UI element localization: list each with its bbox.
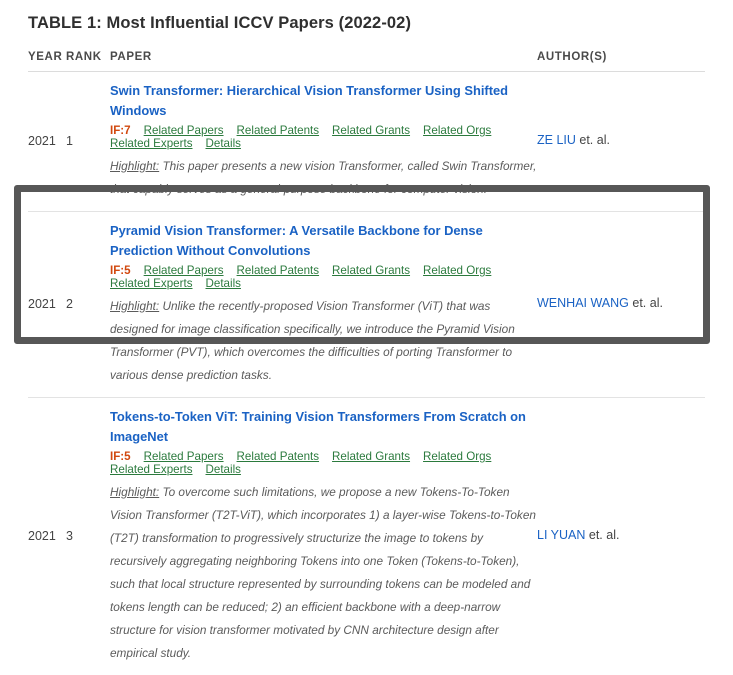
details-link[interactable]: Details: [206, 137, 241, 150]
paper-title-link[interactable]: Tokens-to-Token ViT: Training Vision Transformers From Scratch on ImageNet: [110, 407, 537, 447]
table-row: [28, 212, 705, 398]
author-suffix: et. al.: [629, 296, 663, 310]
row-rank: 3: [66, 398, 110, 675]
paper-highlight: [110, 295, 537, 387]
highlight-text: To overcome such limitations, we propose a new Tokens-To-Token Vision Transformer (T2T-ViT), which incorporates 1) a layer-wise Tokens-to-Token (T2T) transformation to progressively structurize the image to tokens by recursively aggregating neighboring Tokens into one Token (Tokens-to-Token), such that local structure represented by surrounding tokens can be modeled and tokens length can be reduced; 2) an efficient backbone with a deep-narrow structure for vision transformer motivated by CNN architecture design after empirical study.: [110, 485, 536, 660]
related-orgs-link[interactable]: Related Orgs: [423, 264, 491, 277]
related-experts-link[interactable]: Related Experts: [110, 463, 193, 476]
highlight-label: Highlight:: [110, 485, 159, 499]
paper-highlight: [110, 155, 537, 201]
row-rank: 2: [66, 212, 110, 398]
row-paper-cell: [110, 398, 537, 675]
row-author-cell: [537, 398, 705, 675]
row-year: 2021: [28, 72, 66, 212]
related-orgs-link[interactable]: Related Orgs: [423, 124, 491, 137]
row-year: 2021: [28, 398, 66, 675]
author-link[interactable]: WENHAI WANG: [537, 296, 629, 310]
details-link[interactable]: Details: [206, 277, 241, 290]
row-paper-cell: [110, 212, 537, 398]
paper-highlight: [110, 481, 537, 665]
table-header-row: [28, 51, 705, 72]
column-header-paper: PAPER: [110, 51, 537, 72]
influence-badge: IF:5: [110, 450, 131, 463]
column-header-author: AUTHOR(S): [537, 51, 705, 72]
related-papers-link[interactable]: Related Papers: [144, 450, 224, 463]
row-author-cell: [537, 212, 705, 398]
table-body: [28, 72, 705, 675]
paper-links-row: [110, 124, 537, 150]
related-patents-link[interactable]: Related Patents: [237, 450, 320, 463]
related-papers-link[interactable]: Related Papers: [144, 264, 224, 277]
related-experts-link[interactable]: Related Experts: [110, 137, 193, 150]
row-rank: 1: [66, 72, 110, 212]
highlight-label: Highlight:: [110, 299, 159, 313]
table-row: [28, 398, 705, 675]
column-header-year: YEAR: [28, 51, 66, 72]
paper-title-link[interactable]: Swin Transformer: Hierarchical Vision Transformer Using Shifted Windows: [110, 81, 537, 121]
related-patents-link[interactable]: Related Patents: [237, 264, 320, 277]
author-suffix: et. al.: [576, 133, 610, 147]
row-author-cell: [537, 72, 705, 212]
related-papers-link[interactable]: Related Papers: [144, 124, 224, 137]
details-link[interactable]: Details: [206, 463, 241, 476]
related-experts-link[interactable]: Related Experts: [110, 277, 193, 290]
table-header: [28, 51, 705, 72]
row-year: 2021: [28, 212, 66, 398]
highlight-label: Highlight:: [110, 159, 159, 173]
paper-links-row: [110, 264, 537, 290]
related-grants-link[interactable]: Related Grants: [332, 450, 410, 463]
page-title: TABLE 1: Most Influential ICCV Papers (2022-02): [28, 0, 705, 51]
author-suffix: et. al.: [585, 528, 619, 542]
column-header-rank: RANK: [66, 51, 110, 72]
influence-badge: IF:7: [110, 124, 131, 137]
table-row: [28, 72, 705, 212]
related-patents-link[interactable]: Related Patents: [237, 124, 320, 137]
highlight-text: This paper presents a new vision Transformer, called Swin Transformer, that capably serves as a general-purpose backbone for computer vision.: [110, 159, 536, 196]
row-paper-cell: [110, 72, 537, 212]
influential-papers-table: [28, 51, 705, 675]
related-grants-link[interactable]: Related Grants: [332, 264, 410, 277]
influence-badge: IF:5: [110, 264, 131, 277]
author-link[interactable]: LI YUAN: [537, 528, 585, 542]
related-orgs-link[interactable]: Related Orgs: [423, 450, 491, 463]
paper-links-row: [110, 450, 537, 476]
related-grants-link[interactable]: Related Grants: [332, 124, 410, 137]
author-link[interactable]: ZE LIU: [537, 133, 576, 147]
highlight-text: Unlike the recently-proposed Vision Transformer (ViT) that was designed for image classification specifically, we introduce the Pyramid Vision Transformer (PVT), which overcomes the difficulties of porting Transformer to various dense prediction tasks.: [110, 299, 515, 382]
paper-title-link[interactable]: Pyramid Vision Transformer: A Versatile Backbone for Dense Prediction Without Convolutions: [110, 221, 537, 261]
